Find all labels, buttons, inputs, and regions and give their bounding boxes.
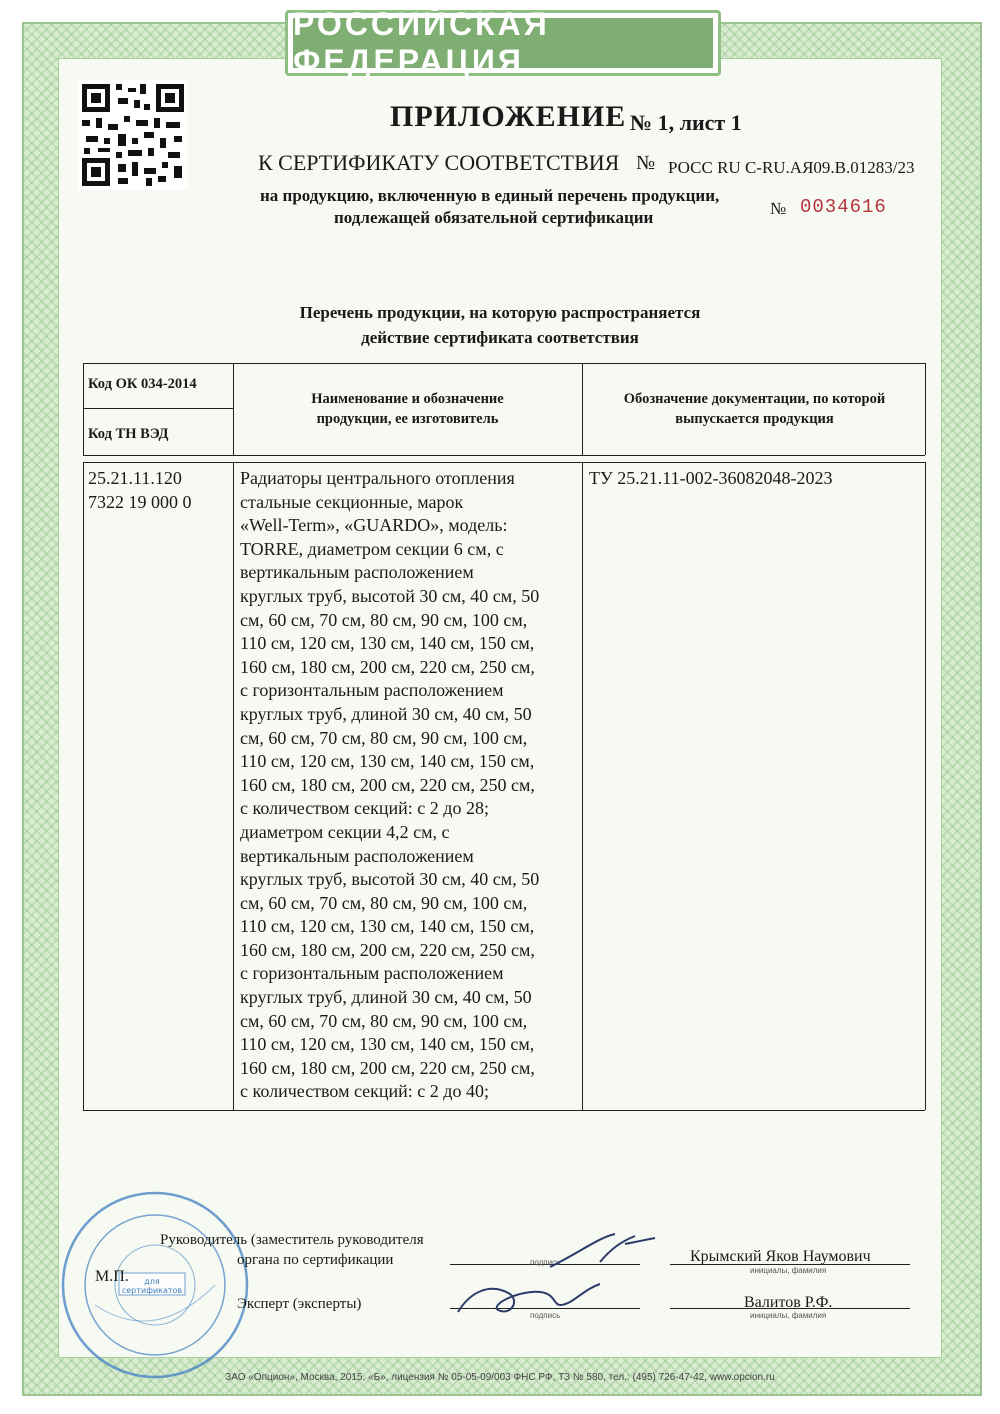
product-name-line: 110 см, 120 см, 130 см, 140 см, 150 см, [240,1034,535,1055]
header-code-ok: Код ОК 034-2014 [88,376,197,392]
product-name-line: 160 см, 180 см, 200 см, 220 см, 250 см, [240,656,535,677]
scope-line-2: подлежащей обязательной сертификации [334,208,654,227]
sheet-number: № 1, лист 1 [630,110,742,135]
expert-name: Валитов Р.Ф. [744,1294,833,1311]
product-name-line: с горизонтальным расположением [240,963,504,984]
row-code-tn: 7322 19 000 0 [88,492,192,512]
head-name: Крымский Яков Наумович [690,1248,871,1265]
certificate-label: К СЕРТИФИКАТУ СООТВЕТСТВИЯ [258,150,620,175]
expert-signature-icon [450,1272,610,1320]
scope-line-1: на продукцию, включенную в единый перечень продукции, [260,186,720,205]
qr-code-icon [78,80,188,190]
product-name-line: «Well-Term», «GUARDO», модель: [240,515,508,536]
svg-text:для: для [144,1277,160,1286]
svg-text:сертификатов: сертификатов [121,1286,183,1295]
head-signature-icon [540,1232,660,1272]
product-name-line: круглых труб, длиной 30 см, 40 см, 50 [240,987,532,1008]
product-name-line: см, 60 см, 70 см, 80 см, 90 см, 100 см, [240,727,528,748]
header-code-tn: Код ТН ВЭД [88,426,169,442]
head-label-1: Руководитель (заместитель руководителя [160,1232,424,1248]
product-name-line: см, 60 см, 70 см, 80 см, 90 см, 100 см, [240,892,528,913]
product-name-line: круглых труб, длиной 30 см, 40 см, 50 [240,703,532,724]
product-name-line: вертикальным расположением [240,562,474,583]
product-name-line: вертикальным расположением [240,845,474,866]
product-name-line: 160 см, 180 см, 200 см, 220 см, 250 см, [240,1057,535,1078]
product-name-line: Радиаторы центрального отопления [240,468,515,488]
serial-number-sign: № [770,199,787,218]
expert-label: Эксперт (эксперты) [237,1296,362,1312]
product-name-line: с количеством секций: с 2 до 40; [240,1081,489,1102]
head-label-2: органа по сертификации [237,1252,394,1268]
product-name-line: с горизонтальным расположением [240,680,504,701]
country-title: РОССИЙСКАЯ ФЕДЕРАЦИЯ [293,18,713,68]
product-name-line: 160 см, 180 см, 200 см, 220 см, 250 см, [240,939,535,960]
mp-label: М.П. [95,1268,129,1285]
list-heading-line-2: действие сертификата соответствия [361,328,639,347]
appendix-title: ПРИЛОЖЕНИЕ [390,100,627,133]
product-name-line: 110 см, 120 см, 130 см, 140 см, 150 см, [240,633,535,654]
header-documentation: Обозначение документации, по которой выпускается продукция [623,391,886,427]
list-heading-line-1: Перечень продукции, на которую распространяется [299,303,701,322]
product-name-line: 160 см, 180 см, 200 см, 220 см, 250 см, [240,774,535,795]
product-name-line: см, 60 см, 70 см, 80 см, 90 см, 100 см, [240,609,528,630]
row-product-name [240,467,580,1104]
certificate-number-sign: № [636,152,656,174]
product-name-line: с количеством секций: с 2 до 28; [240,798,489,819]
product-name-line: круглых труб, высотой 30 см, 40 см, 50 [240,585,540,606]
country-banner [285,6,721,79]
row-code-ok: 25.21.11.120 [88,468,182,488]
certificate-number: РОСС RU C-RU.АЯ09.В.01283/23 [668,158,915,177]
printer-footer: ЗАО «Опцион», Москва, 2015, «Б», лицензия № 05-05-09/003 ФНС РФ, ТЗ № 580, тел.: (495) 726-47-42, www.opcion.ru [225,1372,775,1383]
product-name-line: TORRE, диаметром секции 6 см, с [240,538,504,559]
initials-caption-2: инициалы, фамилия [750,1311,827,1320]
product-name-line: диаметром секции 4,2 см, с [240,821,450,842]
serial-number: 0034616 [800,196,887,218]
product-name-line: 110 см, 120 см, 130 см, 140 см, 150 см, [240,916,535,937]
product-name-line: круглых труб, высотой 30 см, 40 см, 50 [240,869,540,890]
signature-caption-1: подпись [530,1258,561,1267]
round-seal-stamp [55,1185,255,1385]
initials-caption-1: инициалы, фамилия [750,1266,827,1275]
header-product-name: Наименование и обозначение продукции, ее изготовитель [311,391,504,427]
signature-caption-2: подпись [530,1311,561,1320]
product-name-line: 110 см, 120 см, 130 см, 140 см, 150 см, [240,751,535,772]
product-name-line: стальные секционные, марок [240,491,464,512]
product-name-line: см, 60 см, 70 см, 80 см, 90 см, 100 см, [240,1010,528,1031]
row-documentation: ТУ 25.21.11-002-36082048-2023 [589,468,833,488]
